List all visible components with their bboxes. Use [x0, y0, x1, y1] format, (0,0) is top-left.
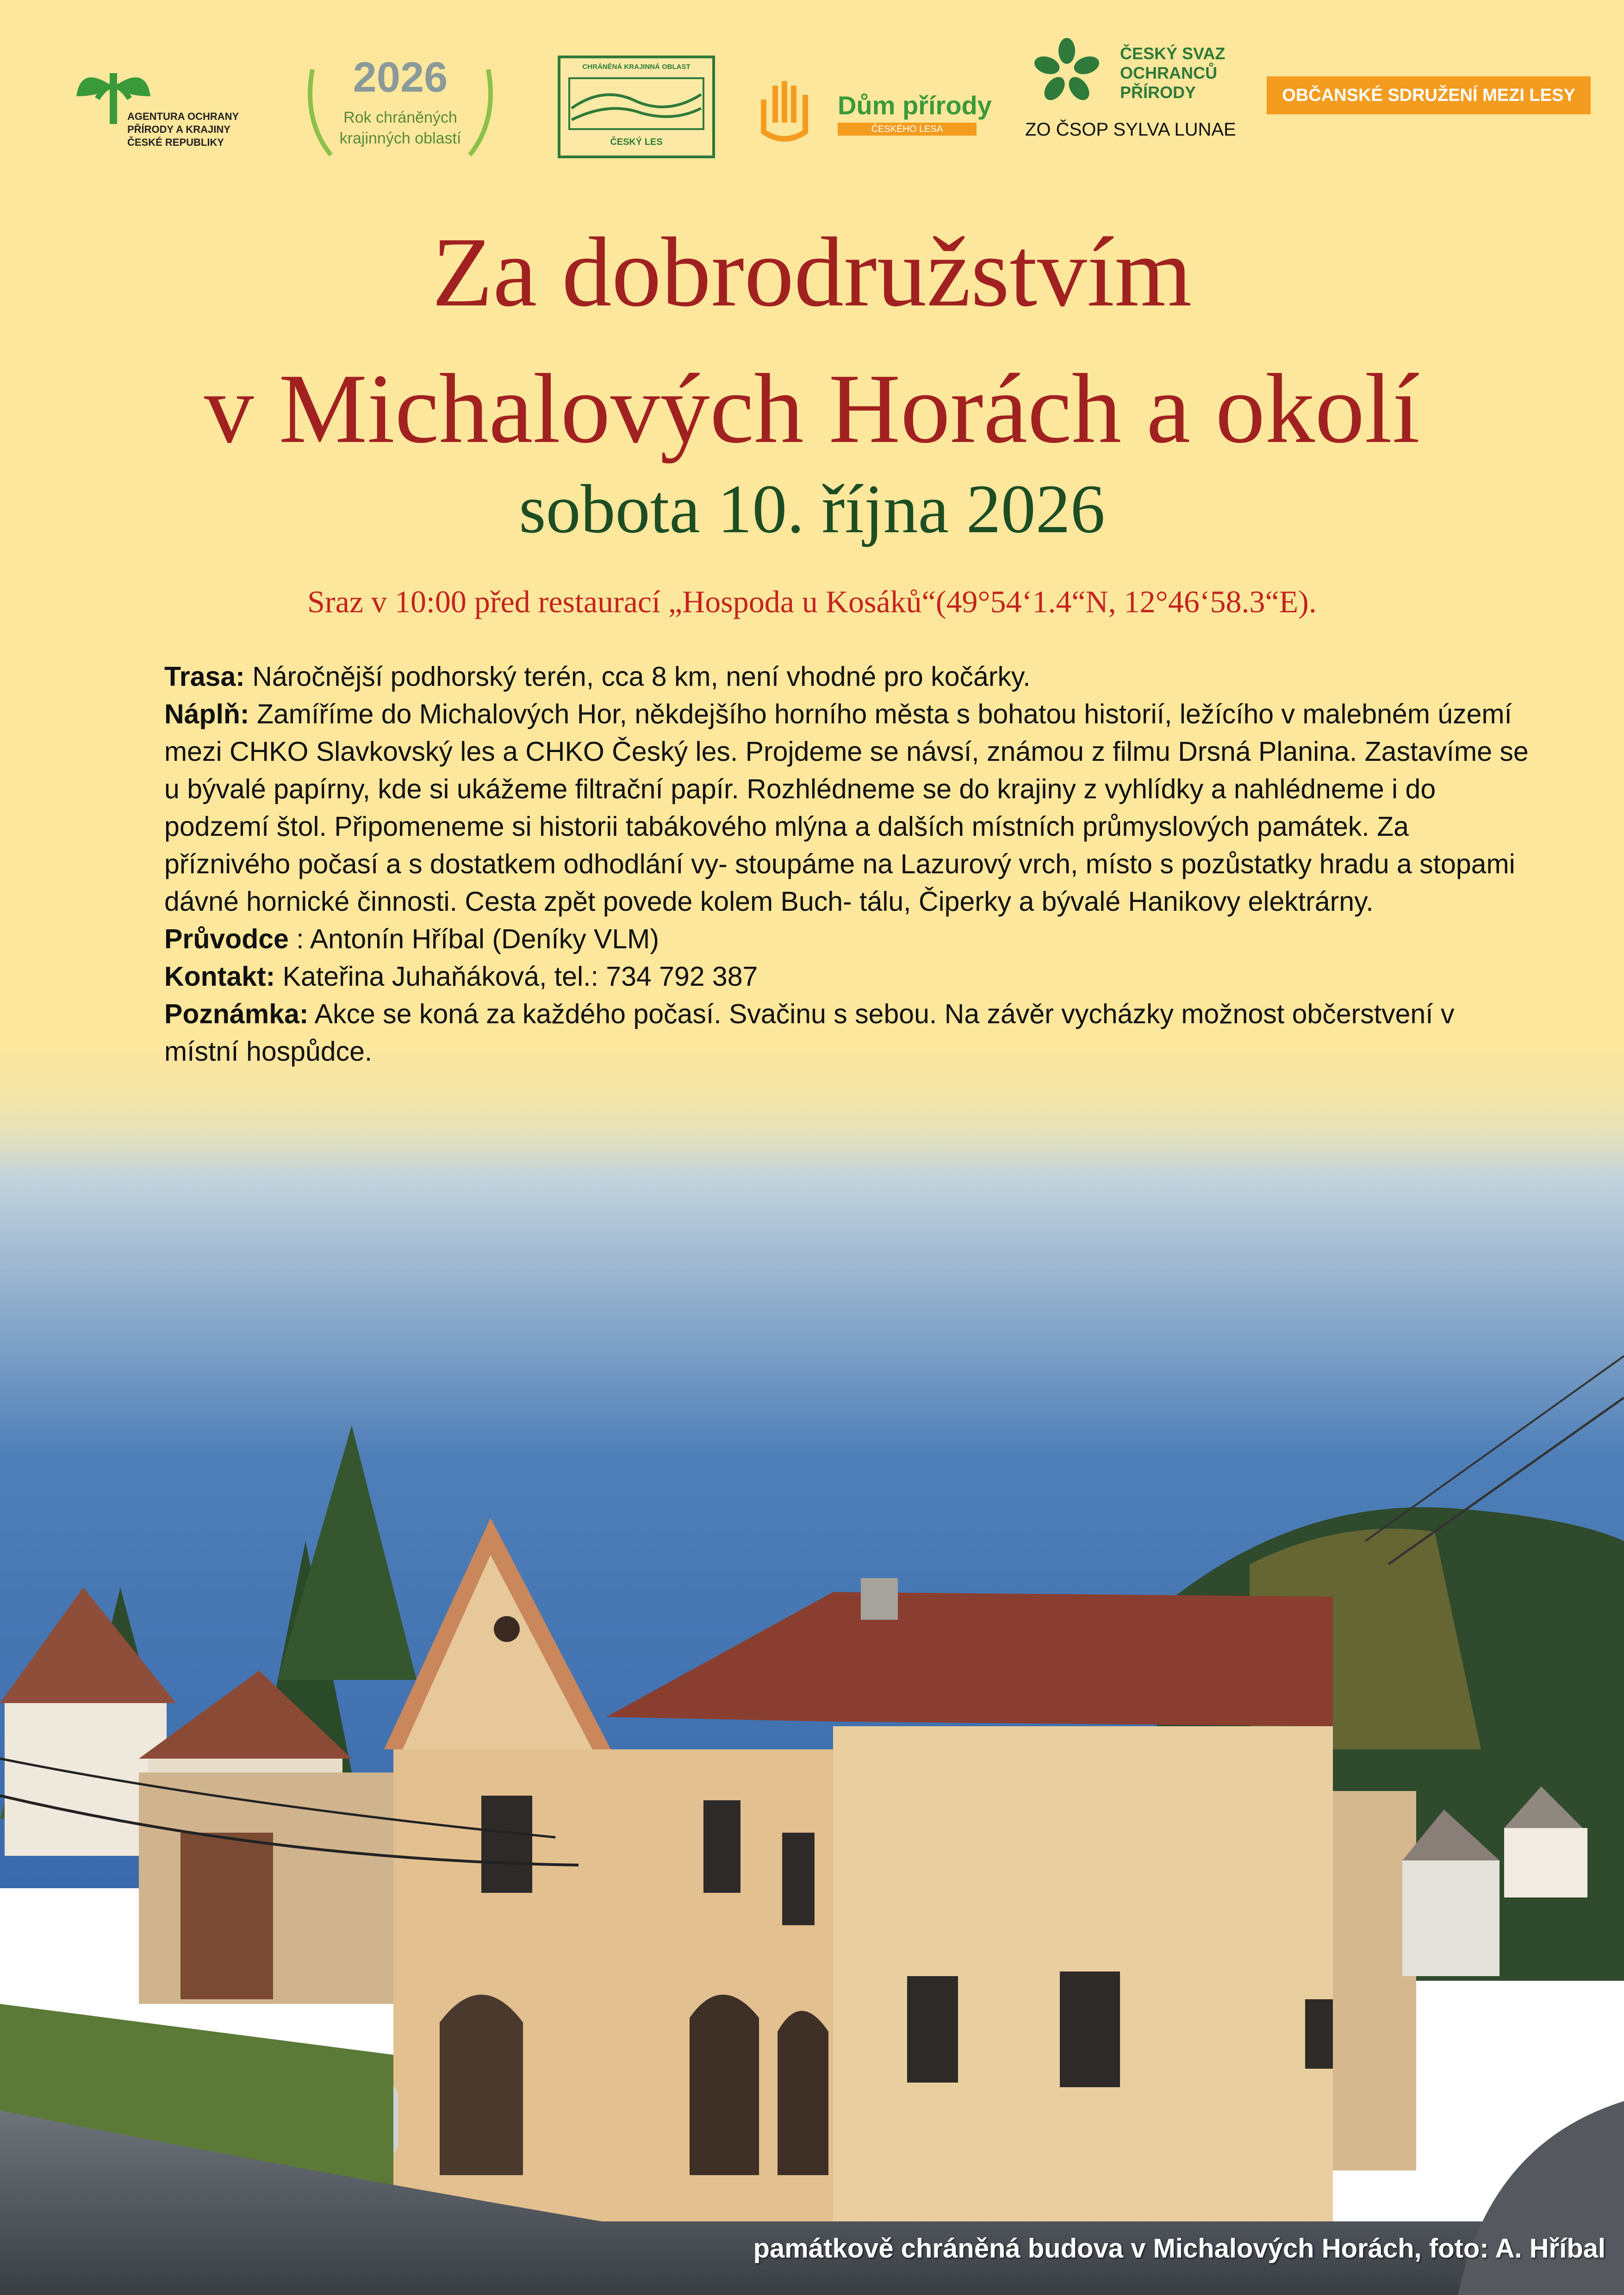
pruvodce-label: Průvodce: [164, 924, 289, 954]
window: [481, 1796, 532, 1893]
window: [907, 1976, 958, 2083]
hand-icon: [754, 76, 815, 146]
pruvodce-row: [164, 920, 1534, 958]
year-line1: Rok chráněných: [343, 109, 457, 126]
napln-row: [164, 696, 1534, 920]
arch: [778, 2011, 828, 2175]
kontakt-label: Kontakt:: [164, 961, 275, 992]
chko-bottom: ČESKÝ LES: [610, 137, 663, 147]
window: [782, 1833, 815, 1925]
napln-text: Zamíříme do Michalových Hor, někdejšího horního města s bohatou historií, ležícího v malebném území mezi CHKO Slavkovský les a CHKO Český les. Projdeme se návsí, známou z filmu Drsná Planina. Zastavíme se u bývalé papírny, kde si ukážeme filtrační papír. Rozhlédneme se do krajiny z vyhlídky a nahlédneme i do podzemí štol. Připomeneme si historii tabákového mlýna a dalších místních průmyslových památek. Za příznivého počasí a s dostatkem odhodlání vy- stoupáme na Lazurový vrch, místo s pozůstatky hradu a stopami dávné hornické činnosti. Cesta zpět povede kolem Buch- tálu, Čiperky a bývalé Hanikovy elektrárny.: [164, 699, 1529, 917]
chko-hills-icon: [567, 76, 706, 131]
csop-line3: PŘÍRODY: [1120, 83, 1196, 102]
trasa-label: Trasa:: [164, 661, 245, 692]
kontakt-row: [164, 958, 1534, 995]
event-details: [164, 658, 1534, 1070]
poznamka-text: Akce se koná za každého počasí. Svačinu s sebou. Na závěr vycházky možnost občerstvení v místní hospůdce.: [164, 999, 1455, 1067]
trasa-text: Náročnější podhorský terén, cca 8 km, není vhodné pro kočárky.: [244, 661, 1031, 692]
csop-logo: [1025, 37, 1284, 148]
poznamka-label: Poznámka:: [164, 999, 309, 1029]
kontakt-text: Kateřina Juhaňáková, tel.: 734 792 387: [275, 961, 758, 992]
year-number: 2026: [353, 54, 448, 101]
csop-line2: OCHRANCŮ: [1120, 63, 1217, 82]
chko-logo: [558, 56, 715, 158]
csop-line1: ČESKÝ SVAZ: [1120, 44, 1226, 63]
poznamka-row: [164, 995, 1534, 1070]
village-photo: [0, 1101, 1624, 2295]
year-logo: [303, 51, 498, 162]
arch: [440, 1995, 523, 2175]
aopk-logo: [72, 55, 257, 161]
arch: [690, 1995, 759, 2175]
window: [703, 1800, 740, 1893]
trasa-row: [164, 658, 1534, 696]
csop-org: ZO ČSOP SYLVA LUNAE: [1025, 119, 1236, 140]
aopk-line1: AGENTURA OCHRANY: [127, 111, 239, 122]
aopk-line3: ČESKÉ REPUBLIKY: [127, 137, 224, 148]
dum-prirody-logo: [754, 76, 992, 150]
title-line2: v Michalových Horách a okolí: [204, 353, 1420, 464]
photo-caption: památkově chráněná budova v Michalových Horách, foto: A. Hříbal: [753, 2233, 1605, 2264]
dum-name: Dům přírody: [838, 91, 992, 120]
mezi-lesy-logo: [1267, 76, 1591, 114]
aopk-line2: PŘÍRODY A KRAJINY: [127, 124, 230, 135]
mezi-lesy-label: OBČANSKÉ SDRUŽENÍ MEZI LESY: [1282, 86, 1575, 105]
napln-label: Náplň:: [164, 699, 249, 729]
chko-top: CHRÁNĚNÁ KRAJINNÁ OBLAST: [582, 63, 691, 71]
dum-sub: ČESKÉHO LESA: [838, 123, 977, 136]
window: [1060, 1972, 1120, 2087]
pruvodce-text: : Antonín Hříbal (Deníky VLM): [288, 924, 659, 954]
title-line1: Za dobrodružstvím: [432, 217, 1192, 327]
year-line2: krajinných oblastí: [339, 130, 461, 147]
flower-icon: [1032, 37, 1101, 106]
meeting-info: Sraz v 10:00 před restaurací „Hospoda u Kosáků“(49°54‘1.4“N, 12°46‘58.3“E).: [307, 584, 1317, 619]
page-title: [0, 204, 1624, 477]
event-date: sobota 10. října 2026: [519, 471, 1105, 547]
